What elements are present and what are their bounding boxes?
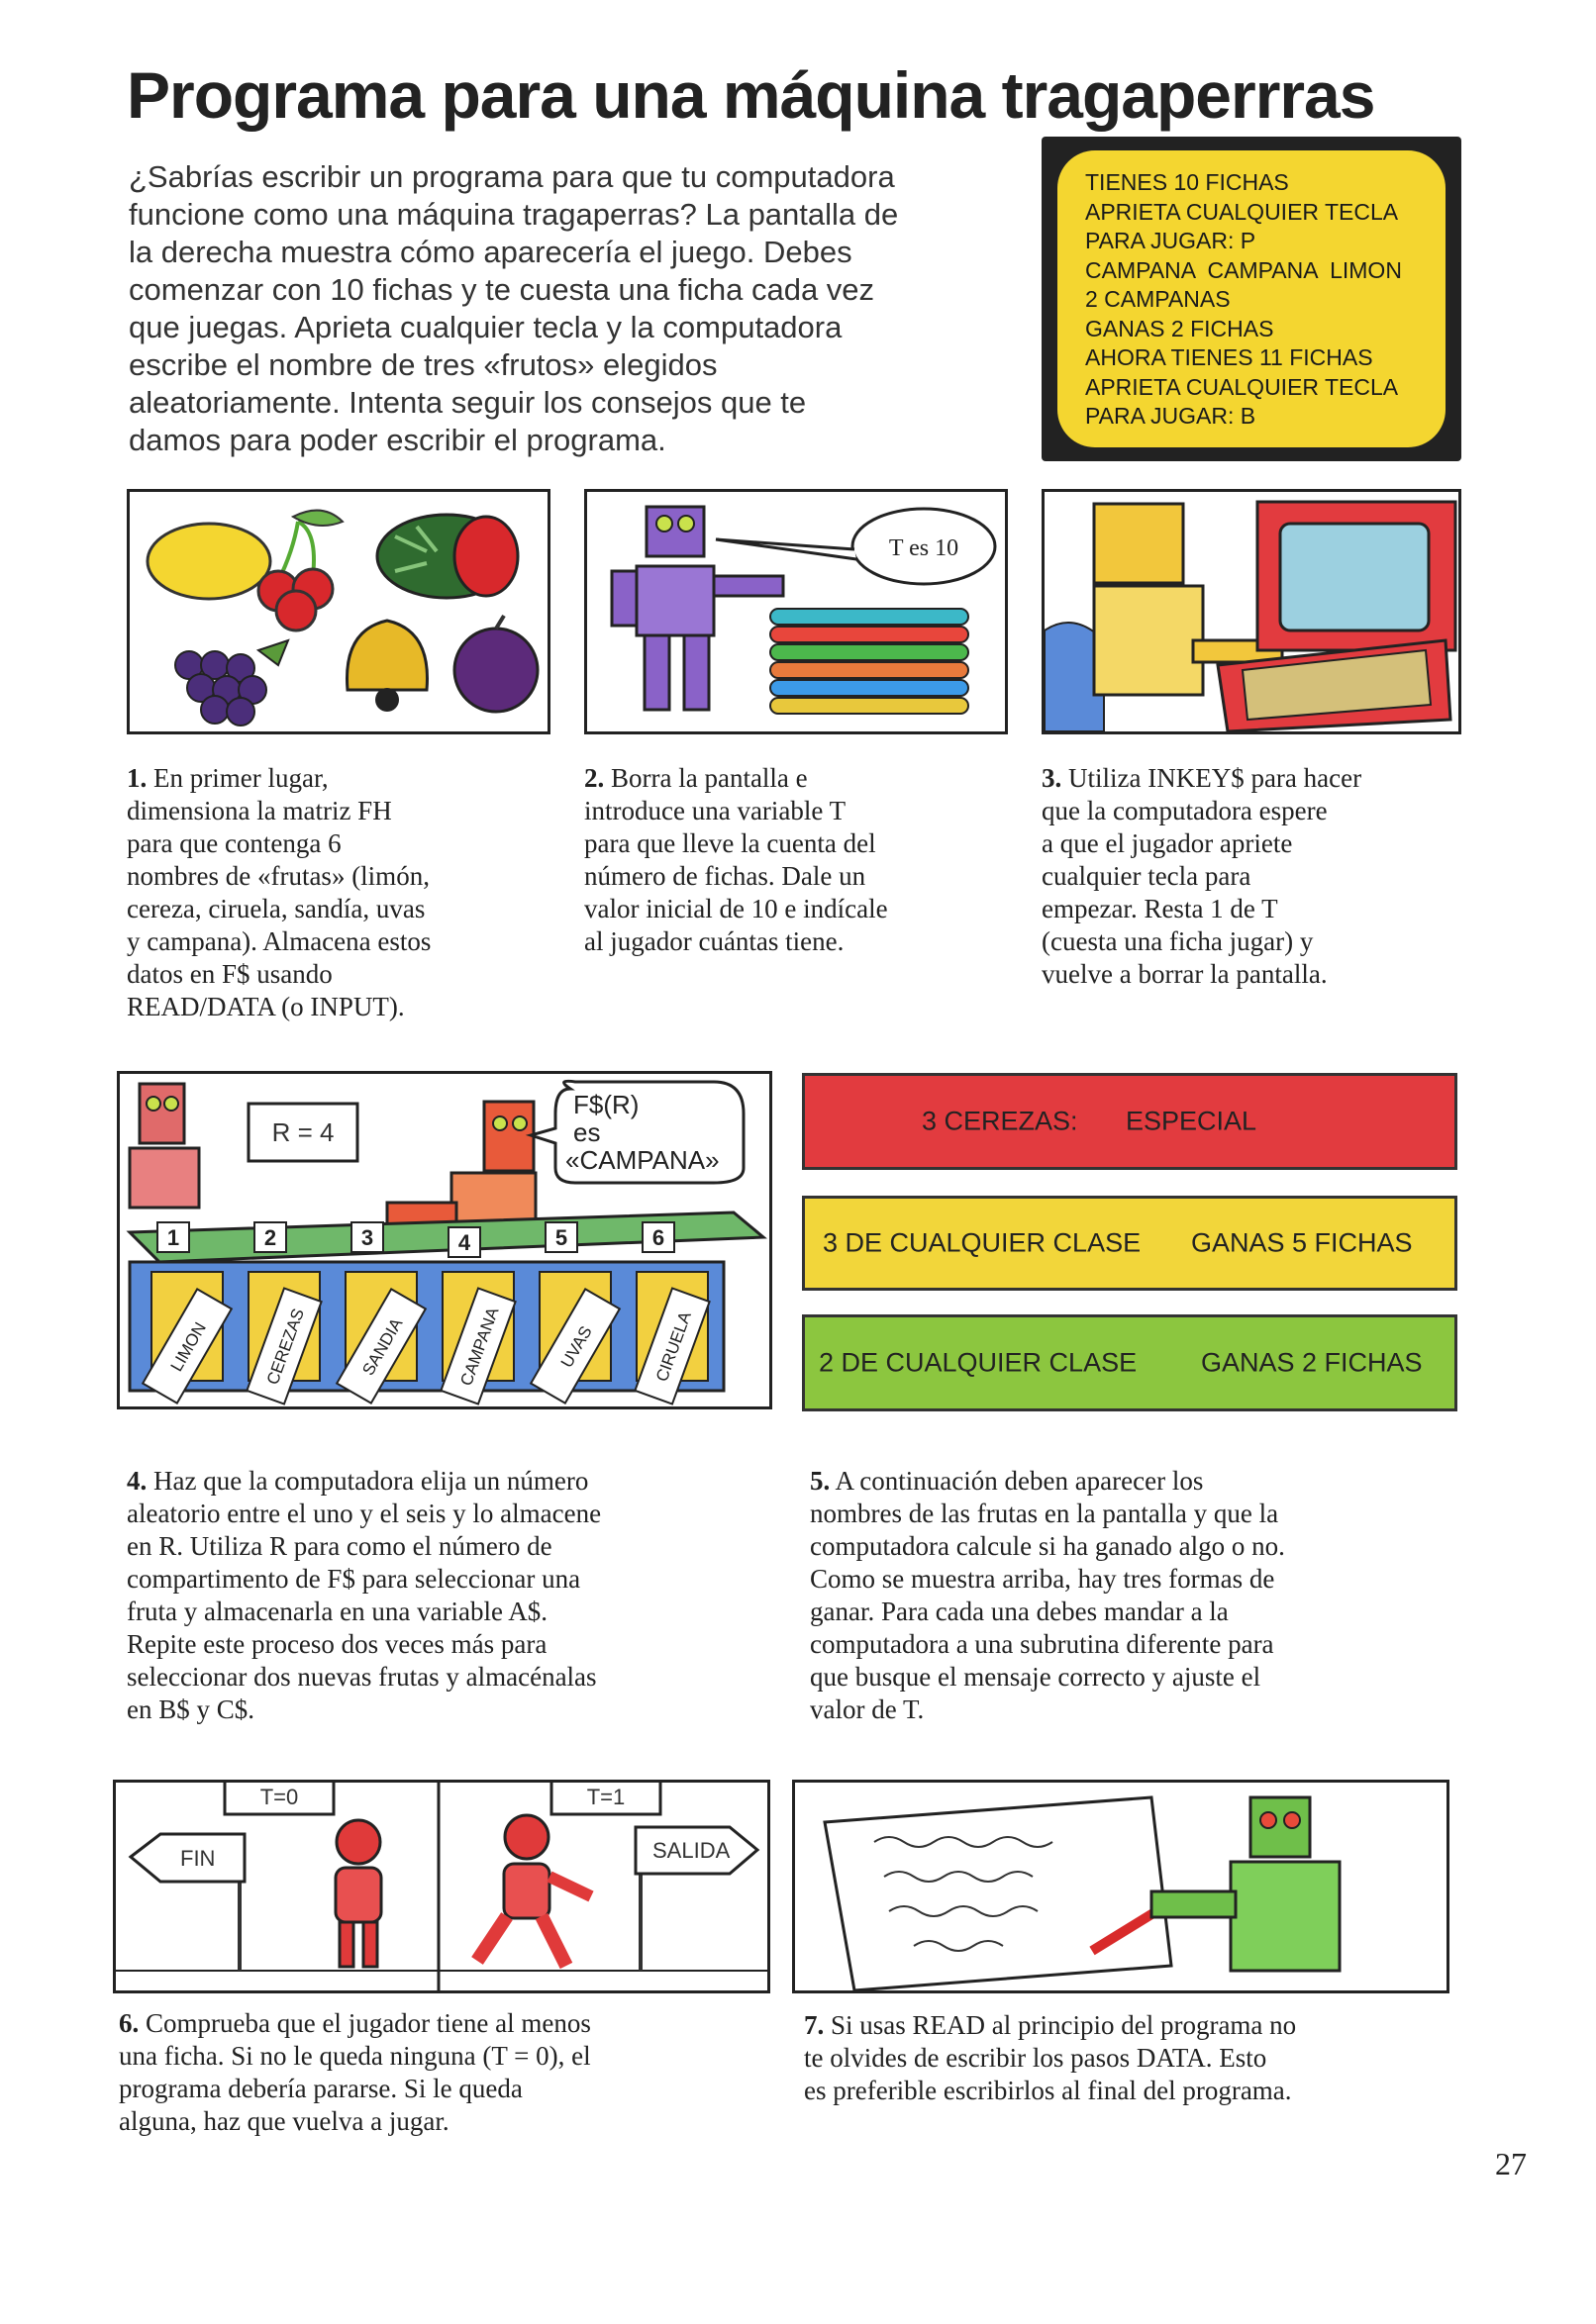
step-line: fruta y almacenarla en una variable A$.	[127, 1597, 549, 1626]
bell-icon	[348, 621, 428, 712]
step-line: datos en F$ usando	[127, 959, 333, 989]
step-number: 4.	[127, 1466, 148, 1496]
screen-line: PARA JUGAR: B	[1085, 403, 1256, 429]
step-line: vuelve a borrar la pantalla.	[1042, 959, 1328, 989]
step-line: En primer lugar,	[147, 763, 329, 793]
step-line: seleccionar dos nuevas frutas y almacénalas	[127, 1662, 597, 1692]
intro-line: que juegas. Aprieta cualquier tecla y la computadora	[129, 310, 843, 344]
intro-line: funcione como una máquina tragaperras? La pantalla de	[129, 197, 899, 232]
salida-sign-icon	[636, 1827, 757, 1971]
step-7	[804, 2009, 1296, 2107]
step-line: en B$ y C$.	[127, 1695, 255, 1724]
intro-line: aleatoriamente. Intenta seguir los consejos que te	[129, 385, 807, 420]
prize-box-3	[802, 1314, 1457, 1411]
fruits-drawing	[130, 492, 548, 731]
step-number: 3.	[1042, 763, 1062, 793]
fruit-label: CAMPANA	[456, 1305, 503, 1389]
page-number: 27	[1495, 2146, 1527, 2181]
fruit-label: UVAS	[556, 1322, 596, 1372]
game-screen-display	[1057, 150, 1446, 447]
intro-line: escribe el nombre de tres «frutos» elegidos	[129, 347, 718, 382]
step-line: te olvides de escribir los pasos DATA. Esto	[804, 2043, 1267, 2073]
paper-sheet-icon	[825, 1797, 1171, 1990]
step-line: para que lleve la cuenta del	[584, 828, 876, 858]
step-line: A continuación deben aparecer los	[830, 1466, 1204, 1496]
prize-condition: 2 DE CUALQUIER CLASE	[819, 1347, 1138, 1378]
game-screen	[1042, 137, 1461, 461]
prize-condition: 3 DE CUALQUIER CLASE	[823, 1227, 1142, 1258]
fruit-label: SANDIA	[358, 1314, 407, 1379]
prize-reward: GANAS 2 FICHAS	[1201, 1347, 1423, 1378]
step-number: 6.	[119, 2008, 140, 2038]
screen-line: 2 CAMPANAS	[1085, 286, 1231, 312]
step-line: dimensiona la matriz FH	[127, 796, 392, 825]
screen-line: APRIETA CUALQUIER TECLA	[1085, 198, 1399, 225]
step-line: (cuesta una ficha jugar) y	[1042, 926, 1314, 956]
intro-paragraph	[129, 158, 1000, 459]
red-robot-standing-icon	[336, 1820, 381, 1967]
step-line: y campana). Almacena estos	[127, 926, 432, 956]
prize-box-1	[802, 1073, 1457, 1170]
plum-icon	[454, 616, 538, 712]
bubble-line: es	[573, 1117, 601, 1147]
compartment-number: 1	[166, 1225, 180, 1250]
step-line: es preferible escribirlos al final del programa.	[804, 2076, 1292, 2105]
compartment-number: 2	[263, 1225, 277, 1250]
compartment-number: 4	[457, 1230, 471, 1255]
step-line: computadora calcule si ha ganado algo o no.	[810, 1531, 1285, 1561]
screen-line: AHORA TIENES 11 FICHAS	[1085, 344, 1373, 370]
step-line: al jugador cuántas tiene.	[584, 926, 845, 956]
screen-line: CAMPANA CAMPANA LIMON	[1085, 256, 1402, 283]
green-robot-icon	[1151, 1797, 1340, 1971]
grapes-icon	[175, 640, 288, 726]
step-3	[1042, 762, 1361, 991]
red-robot-left-icon	[130, 1084, 199, 1208]
step-line: compartimento de F$ para seleccionar una	[127, 1564, 581, 1594]
step-number: 5.	[810, 1466, 831, 1496]
fruit-label: CEREZAS	[262, 1306, 309, 1388]
step-line: que busque el mensaje correcto y ajuste el	[810, 1662, 1261, 1692]
intro-line: damos para poder escribir el programa.	[129, 423, 666, 457]
r-card-text: R = 4	[271, 1117, 335, 1147]
watermelon-icon	[377, 515, 518, 598]
step-line: número de fichas. Dale un	[584, 861, 866, 891]
step-line: Borra la pantalla e	[604, 763, 808, 793]
step-line: computadora a una subrutina diferente para	[810, 1629, 1274, 1659]
t1-label: T=1	[586, 1785, 626, 1809]
intro-line: comenzar con 10 fichas y te cuesta una ficha cada vez	[129, 272, 875, 307]
step-line: Si usas READ al principio del programa no	[824, 2010, 1297, 2040]
step-5	[810, 1465, 1285, 1726]
lemon-icon	[148, 524, 270, 599]
step-line: una ficha. Si no le queda ninguna (T = 0), el	[119, 2041, 591, 2071]
screen-line: APRIETA CUALQUIER TECLA	[1085, 373, 1399, 400]
step-line: Comprueba que el jugador tiene al menos	[139, 2008, 591, 2038]
step-number: 2.	[584, 763, 605, 793]
step-number: 1.	[127, 763, 148, 793]
fin-sign-text: FIN	[180, 1846, 216, 1871]
step-line: nombres de «frutas» (limón,	[127, 861, 430, 891]
prize-condition: 3 CEREZAS:	[922, 1106, 1078, 1136]
prize-reward: GANAS 5 FICHAS	[1191, 1227, 1413, 1258]
step-line: aleatorio entre el uno y el seis y lo almacene	[127, 1499, 602, 1528]
step-line: que la computadora espere	[1042, 796, 1328, 825]
compartment-number: 5	[554, 1225, 568, 1250]
purple-robot-icon	[612, 507, 783, 710]
step-number: 7.	[804, 2010, 825, 2040]
t0-label: T=0	[259, 1785, 299, 1809]
fin-sign-icon	[131, 1834, 245, 1971]
step-line: para que contenga 6	[127, 828, 342, 858]
step-line: READ/DATA (o INPUT).	[127, 992, 405, 1021]
step-2	[584, 762, 888, 958]
step-6	[119, 2007, 591, 2138]
page-title: Programa para una máquina tragaperrras	[127, 58, 1375, 132]
step-line: Utiliza INKEY$ para hacer	[1061, 763, 1362, 793]
step-line: valor inicial de 10 e indícale	[584, 894, 888, 923]
step-line: valor de T.	[810, 1695, 925, 1724]
cherries-icon	[258, 511, 343, 630]
step-line: alguna, haz que vuelva a jugar.	[119, 2106, 449, 2136]
robot-chips-illustration	[584, 489, 1008, 734]
step-line: Repite este proceso dos veces más para	[127, 1629, 548, 1659]
fruit-label: CIRUELA	[651, 1308, 695, 1385]
robot-writing-illustration	[792, 1780, 1449, 1993]
step-line: introduce una variable T	[584, 796, 847, 825]
step-line: Como se muestra arriba, hay tres formas de	[810, 1564, 1275, 1594]
step-4	[127, 1465, 601, 1726]
fruits-illustration	[127, 489, 550, 734]
step-line: cualquier tecla para	[1042, 861, 1251, 891]
step-line: a que el jugador apriete	[1042, 828, 1293, 858]
intro-line: ¿Sabrías escribir un programa para que tu computadora	[129, 159, 895, 194]
step-line: programa debería pararse. Si le queda	[119, 2074, 523, 2103]
red-robot-running-icon	[477, 1815, 591, 1966]
bubble-line: F$(R)	[573, 1090, 640, 1119]
compartment-number: 3	[360, 1225, 374, 1250]
red-robot-right-icon	[387, 1102, 536, 1224]
step-line: ganar. Para cada una debes mandar a la	[810, 1597, 1229, 1626]
step-1	[127, 762, 431, 1023]
screen-line: TIENES 10 FICHAS	[1085, 169, 1289, 195]
salida-sign-text: SALIDA	[652, 1838, 731, 1863]
step-line: nombres de las frutas en la pantalla y que la	[810, 1499, 1279, 1528]
screen-line: GANAS 2 FICHAS	[1085, 315, 1274, 341]
fruit-label: LIMON	[166, 1318, 210, 1375]
step-line: en R. Utiliza R para como el número de	[127, 1531, 552, 1561]
screen-line: PARA JUGAR: P	[1085, 228, 1256, 253]
bubble-line: «CAMPANA»	[565, 1145, 720, 1175]
step-line: empezar. Resta 1 de T	[1042, 894, 1278, 923]
prize-reward: ESPECIAL	[1126, 1106, 1257, 1136]
prize-box-2	[802, 1196, 1457, 1291]
robot-computer-illustration	[1042, 489, 1461, 734]
bubble-text: T es 10	[888, 535, 959, 561]
chips-stack-icon	[770, 609, 968, 714]
compartment-number: 6	[651, 1225, 665, 1250]
game-screen-text	[1085, 168, 1402, 432]
slot-compartments-illustration	[117, 1071, 772, 1409]
computer-monitor-icon	[1257, 502, 1455, 650]
exit-or-continue-illustration	[113, 1780, 770, 1993]
step-line: cereza, ciruela, sandía, uvas	[127, 894, 426, 923]
step-line: Haz que la computadora elija un número	[147, 1466, 589, 1496]
intro-line: la derecha muestra cómo aparecería el juego. Debes	[129, 235, 852, 269]
